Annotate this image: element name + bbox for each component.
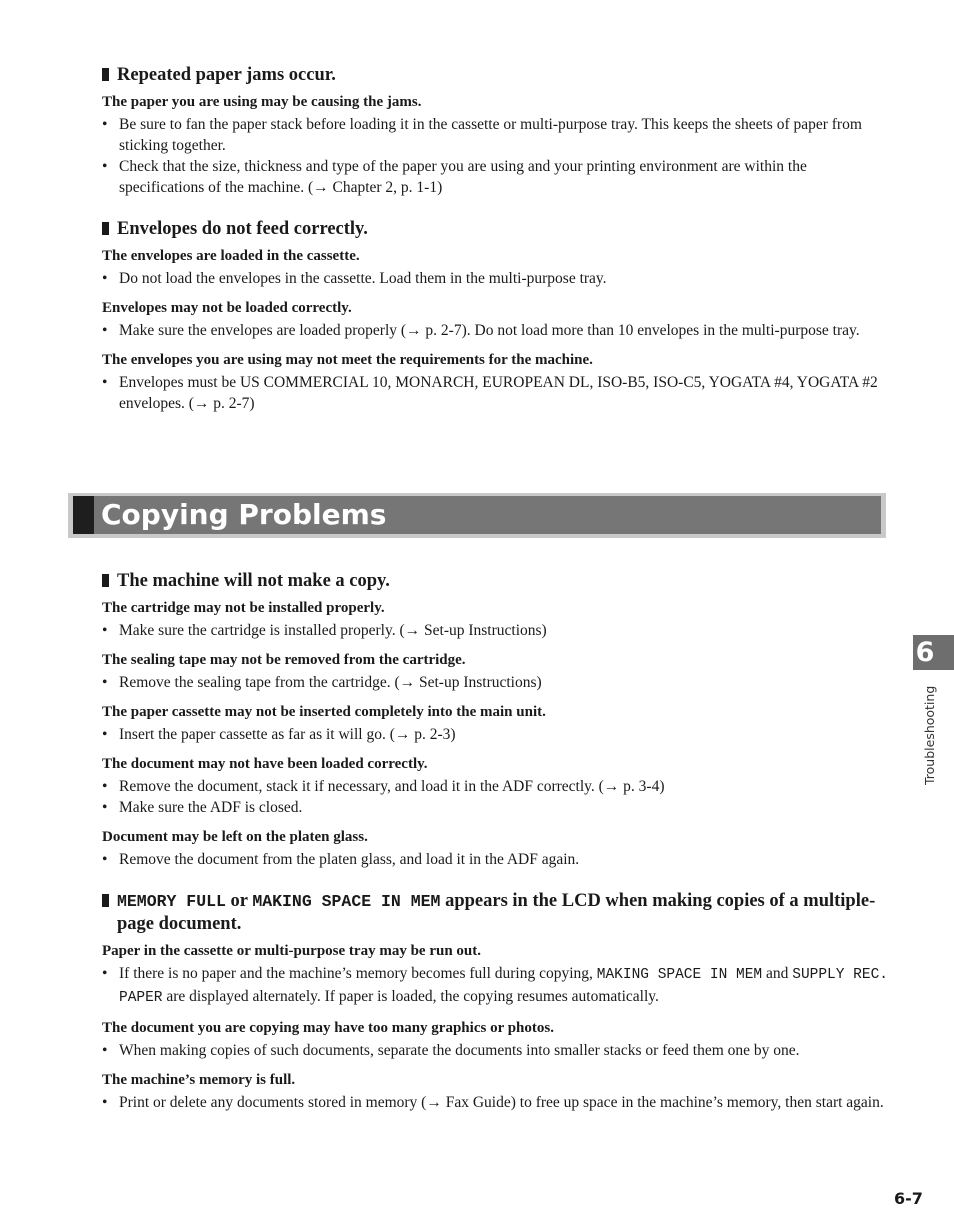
section-heading-envelopes: Envelopes do not feed correctly. — [102, 218, 892, 241]
bullet-item: • Remove the document, stack it if necessary, and load it in the ADF correctly. (→ p. 3-4) — [102, 776, 892, 797]
bullet-item: • When making copies of such documents, separate the documents into smaller stacks or feed them one by one. — [102, 1040, 892, 1061]
cause-heading: The cartridge may not be installed properly. — [102, 600, 385, 616]
banner-title: Copying Problems — [101, 498, 387, 531]
bullet-item: • If there is no paper and the machine’s memory becomes full during copying, MAKING SPACE IN MEM and SUPPLY REC. PAPER are displayed alternately. If paper is loaded, the copying resumes automatically. — [102, 963, 892, 1009]
page-content-lower — [102, 570, 892, 1113]
cause-heading: The document may not have been loaded correctly. — [102, 756, 428, 772]
cause-heading: The envelopes you are using may not meet the requirements for the machine. — [102, 352, 593, 368]
heading-marker — [102, 222, 109, 235]
cause-heading: The machine’s memory is full. — [102, 1072, 296, 1088]
lcd-message: SUPPLY REC. PAPER — [119, 967, 888, 1006]
bullet-item: • Check that the size, thickness and type of the paper you are using and your printing environment are within the specifications of the machine. (→ Chapter 2, p. 1-1) — [102, 156, 892, 198]
bullet-item: • Make sure the cartridge is installed properly. (→ Set-up Instructions) — [102, 620, 892, 641]
heading-marker — [102, 68, 109, 81]
heading-marker — [102, 894, 109, 907]
chapter-tab — [913, 635, 954, 670]
cause-heading: The paper you are using may be causing the jams. — [102, 94, 422, 110]
cause-heading: Envelopes may not be loaded correctly. — [102, 300, 352, 316]
bullet-item: • Envelopes must be US COMMERCIAL 10, MONARCH, EUROPEAN DL, ISO-B5, ISO-C5, YOGATA #4, YOGATA #2 envelopes. (→ p. 2-7) — [102, 372, 892, 414]
cause-heading: The document you are copying may have too many graphics or photos. — [102, 1020, 554, 1036]
chapter-number: 6 — [915, 637, 935, 668]
lcd-message-memory-full: MEMORY FULL — [117, 892, 226, 911]
bullet-item: • Print or delete any documents stored in memory (→ Fax Guide) to free up space in the machine’s memory, then start again. — [102, 1092, 892, 1113]
bullet-item: • Do not load the envelopes in the cassette. Load them in the multi-purpose tray. — [102, 268, 892, 289]
heading-marker — [102, 574, 109, 587]
bullet-item: • Remove the sealing tape from the cartridge. (→ Set-up Instructions) — [102, 672, 892, 693]
bullet-item: • Make sure the envelopes are loaded properly (→ p. 2-7). Do not load more than 10 envelopes in the multi-purpose tray. — [102, 320, 892, 341]
section-banner — [68, 493, 886, 538]
cause-heading: The paper cassette may not be inserted completely into the main unit. — [102, 704, 546, 720]
page-content — [102, 64, 892, 414]
lcd-message: MAKING SPACE IN MEM — [596, 967, 763, 983]
cause-heading: The envelopes are loaded in the cassette. — [102, 248, 360, 264]
page-number: 6-7 — [894, 1189, 923, 1208]
section-heading-paper-jams: Repeated paper jams occur. — [102, 64, 892, 87]
bullet-item: • Make sure the ADF is closed. — [102, 797, 892, 818]
banner-marker — [73, 496, 94, 534]
chapter-label: Troubleshooting — [922, 685, 937, 785]
cause-heading: The sealing tape may not be removed from the cartridge. — [102, 652, 466, 668]
section-heading-memory-full: MEMORY FULL or MAKING SPACE IN MEM appears in the LCD when making copies of a multiple-page document. — [102, 890, 892, 936]
cause-heading: Document may be left on the platen glass. — [102, 829, 368, 845]
bullet-item: • Remove the document from the platen glass, and load it in the ADF again. — [102, 849, 892, 870]
cause-heading: Paper in the cassette or multi-purpose tray may be run out. — [102, 943, 481, 959]
lcd-message-making-space: MAKING SPACE IN MEM — [252, 892, 441, 911]
bullet-item: • Be sure to fan the paper stack before loading it in the cassette or multi-purpose tray. This keeps the sheets of paper from sticking together. — [102, 114, 892, 156]
bullet-item: • Insert the paper cassette as far as it will go. (→ p. 2-3) — [102, 724, 892, 745]
section-heading-no-copy: The machine will not make a copy. — [102, 570, 892, 593]
